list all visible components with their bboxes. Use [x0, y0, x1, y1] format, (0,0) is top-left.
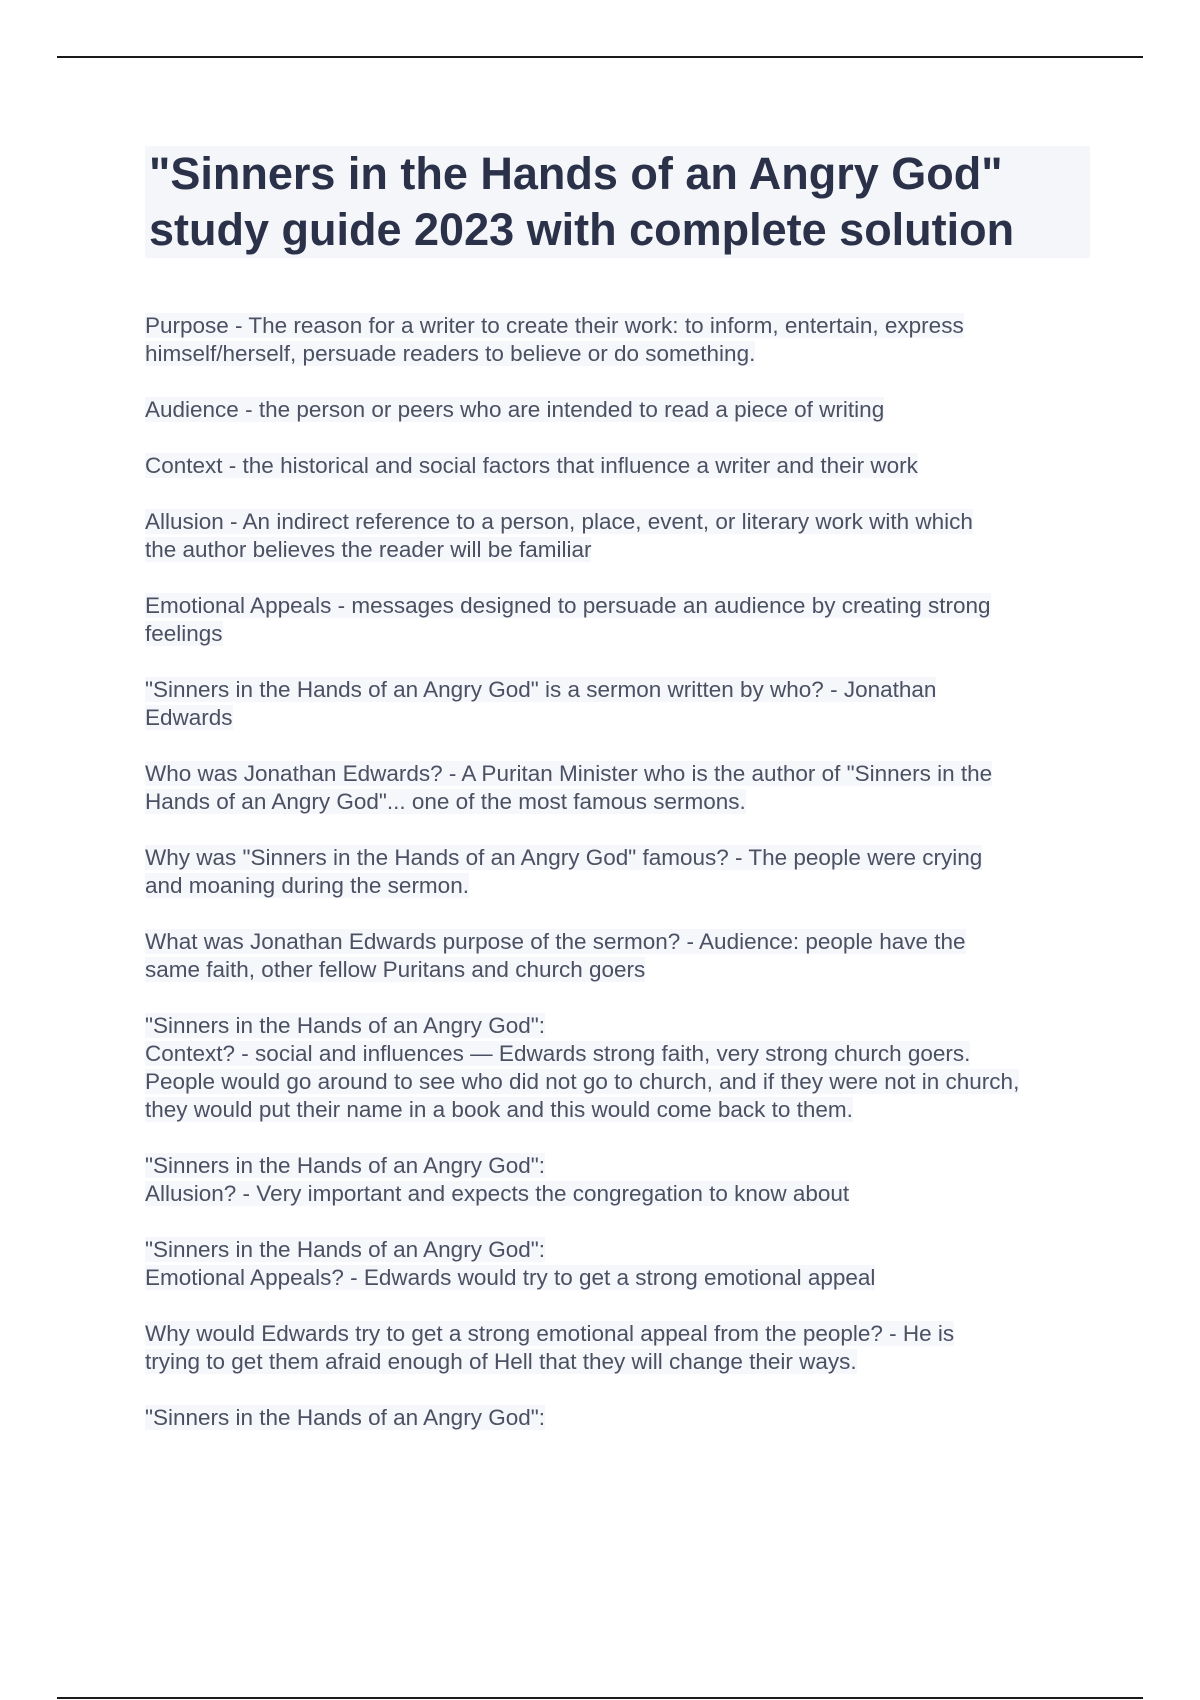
entry-line: Audience - the person or peers who are intended to read a piece of writing — [145, 397, 885, 422]
entry-line: Why would Edwards try to get a strong emotional appeal from the people? - He is — [145, 1321, 955, 1346]
entry-line: "Sinners in the Hands of an Angry God": — [145, 1013, 545, 1038]
title-line-2: study guide 2023 with complete solution — [149, 204, 1015, 255]
title-line-1: "Sinners in the Hands of an Angry God" — [149, 148, 1003, 199]
entry-audience — [145, 396, 1090, 424]
entry-who-was-edwards — [145, 760, 1090, 816]
entry-sermon-allusion — [145, 1152, 1090, 1208]
entry-line: Allusion? - Very important and expects the congregation to know about — [145, 1181, 850, 1206]
entry-allusion — [145, 508, 1090, 564]
entry-context — [145, 452, 1090, 480]
bottom-rule — [57, 1697, 1143, 1699]
entry-sermon-heading — [145, 1404, 1090, 1432]
study-guide-entries — [145, 312, 1090, 1460]
entry-line: feelings — [145, 621, 223, 646]
entry-line: People would go around to see who did not go to church, and if they were not in church, — [145, 1069, 1020, 1094]
entry-sermon-emotional-appeals — [145, 1236, 1090, 1292]
entry-line: Emotional Appeals? - Edwards would try to get a strong emotional appeal — [145, 1265, 876, 1290]
entry-line: Emotional Appeals - messages designed to persuade an audience by creating strong — [145, 593, 991, 618]
top-rule — [57, 56, 1143, 58]
entry-why-famous — [145, 844, 1090, 900]
entry-line: same faith, other fellow Puritans and church goers — [145, 957, 646, 982]
entry-purpose — [145, 312, 1090, 368]
entry-line: Why was "Sinners in the Hands of an Angry God" famous? - The people were crying — [145, 845, 983, 870]
entry-line: Context? - social and influences — Edwards strong faith, very strong church goers. — [145, 1041, 971, 1066]
entry-line: "Sinners in the Hands of an Angry God": — [145, 1153, 545, 1178]
entry-sermon-context — [145, 1012, 1090, 1124]
entry-line: the author believes the reader will be familiar — [145, 537, 592, 562]
entry-line: trying to get them afraid enough of Hell that they will change their ways. — [145, 1349, 857, 1374]
entry-line: himself/herself, persuade readers to believe or do something. — [145, 341, 756, 366]
entry-line: Allusion - An indirect reference to a person, place, event, or literary work with which — [145, 509, 973, 534]
entry-line: Who was Jonathan Edwards? - A Puritan Minister who is the author of "Sinners in the — [145, 761, 993, 786]
entry-line: Context - the historical and social factors that influence a writer and their work — [145, 453, 918, 478]
entry-why-emotional-appeal — [145, 1320, 1090, 1376]
entry-line: Purpose - The reason for a writer to create their work: to inform, entertain, express — [145, 313, 964, 338]
entry-line: What was Jonathan Edwards purpose of the sermon? - Audience: people have the — [145, 929, 966, 954]
entry-line: "Sinners in the Hands of an Angry God": — [145, 1237, 545, 1262]
entry-sermon-purpose — [145, 928, 1090, 984]
entry-line: they would put their name in a book and this would come back to them. — [145, 1097, 853, 1122]
document-title — [145, 146, 1090, 258]
entry-sermon-author — [145, 676, 1090, 732]
entry-line: "Sinners in the Hands of an Angry God" is a sermon written by who? - Jonathan — [145, 677, 937, 702]
entry-line: and moaning during the sermon. — [145, 873, 469, 898]
entry-line: "Sinners in the Hands of an Angry God": — [145, 1405, 545, 1430]
entry-line: Hands of an Angry God"... one of the most famous sermons. — [145, 789, 746, 814]
entry-line: Edwards — [145, 705, 233, 730]
entry-emotional-appeals — [145, 592, 1090, 648]
